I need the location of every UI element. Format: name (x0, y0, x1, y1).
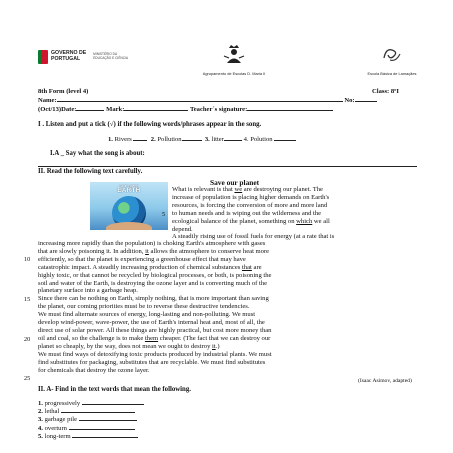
text-line: depend. (172, 225, 193, 233)
gov-line1: GOVERNO DE (51, 50, 87, 57)
section1a-instruction: I.A _ Say what the song is about: (50, 150, 145, 157)
date-field[interactable] (76, 110, 104, 111)
line-number: 10 (24, 256, 31, 263)
section3-instruction: II. A- Find in the text words that mean the following. (38, 386, 191, 393)
text-line: develop wind-power, wave-power, the use of Earth's internal heat and, most of all, the (38, 319, 265, 327)
song-options: 1. Rivers 2. Pollution 3. litter 4. Polution (108, 136, 296, 143)
line-number: 15 (24, 296, 31, 303)
underlined-word: which (296, 217, 313, 225)
text-line: soil and water of the Earth, is destroying the ozone layer and is converting much of the (38, 279, 268, 287)
answer-line[interactable] (38, 166, 417, 167)
class-label: Class: 8ºI (372, 88, 399, 95)
agrupamento-logo (186, 44, 282, 76)
text-line: the planet, our coming priorities must be to reverse these destructive tendencies. (38, 303, 250, 311)
government-logo (38, 50, 133, 64)
agrupamento-name: Agrupamento de Escolas D. Maria II (202, 71, 266, 76)
date-row (38, 106, 333, 113)
underlined-word: that (241, 263, 252, 271)
teacher-label: Teacher´s signature: (189, 106, 248, 113)
tick-box-2[interactable] (182, 140, 202, 141)
text-line: catastrophic impact. A steadily increasing production of chemical substances that are (38, 263, 262, 271)
text-line: to human needs and is wiping out the wilderness and the (172, 209, 322, 217)
text-line: highly toxic, or that cannot be recycled by biological processes, or both, is poisoning the (38, 271, 272, 279)
hand-icon (106, 222, 152, 230)
school-swirl-icon (380, 44, 404, 64)
list-item: 5. long-term (38, 433, 144, 441)
text-wrapped-block (172, 186, 418, 241)
text-line: planet so cheaply, by the way, does not mean we ought to destroy it.) (38, 342, 220, 350)
portugal-flag-icon (38, 50, 48, 64)
line-number: 5 (162, 211, 166, 218)
text-line: We must find alternate sources of energy, long-lasting and non-polluting. We must (38, 311, 256, 319)
answer-field-1[interactable] (82, 404, 144, 405)
name-row (38, 97, 377, 104)
teacher-signature-field[interactable] (247, 110, 333, 111)
earth-book-cover-image (90, 182, 168, 230)
number-field[interactable] (355, 101, 377, 102)
text-line: A steadily rising use of fossil fuels for energy (at a rate that is (172, 233, 335, 241)
text-line: oil and coal, so the challenge is to make them cheaper. (The fact that we can destroy our (38, 334, 271, 342)
underlined-word: we (234, 186, 243, 193)
text-line: find substitutes for packaging, substitutes that are recyclable. We must find substitutes (38, 358, 266, 366)
list-item: 3. garbage pile (38, 416, 144, 424)
text-line: ecological balance of the planet, something on which we all (172, 217, 330, 225)
list-item: 2. lethal (38, 408, 144, 416)
tick-box-1[interactable] (133, 140, 147, 141)
text-line: What is relevant is that we are destroying our planet. The (172, 186, 323, 193)
text-line: that are slowly poisoning it. In addition, it allows the atmosphere to conserve heat more (38, 247, 270, 255)
line-number: 20 (24, 336, 31, 343)
section1-instruction: I . Listen and put a tick (√) if the following words/phrases appear in the song. (38, 121, 262, 128)
escola-name: Escola Básica de Lamaçães (367, 71, 417, 76)
no-label: No: (344, 97, 355, 104)
text-line: for chemicals that destroy the ozone layer. (38, 366, 150, 374)
list-item: 1. progressively (38, 400, 144, 408)
mark-field[interactable] (124, 110, 188, 111)
level-label: 8th Form (level 4) (38, 88, 89, 95)
line-number: 25 (24, 375, 31, 382)
text-line: increasing more rapidly than the population) is choking Earth's atmosphere with gases (38, 240, 266, 247)
vocab-list (38, 400, 144, 441)
text-line: direct use of solar power. All these things are highly practical, but cost more money than (38, 326, 272, 334)
text-line: Since there can be nothing on Earth, simply nothing, that is more important than saving (38, 295, 269, 303)
attribution: (Isaac Asimov, adapted) (358, 378, 412, 384)
answer-field-3[interactable] (79, 420, 137, 421)
answer-field-2[interactable] (61, 412, 135, 413)
crowned-figure-icon (221, 44, 247, 64)
answer-field-5[interactable] (72, 437, 138, 438)
text-line: increase of population is placing higher demands on Earth's (172, 193, 330, 201)
text-full-block (38, 240, 418, 374)
mark-label: Mark: (106, 106, 125, 113)
section2-instruction: II. Read the following text carefully. (38, 168, 143, 175)
escola-logo (361, 44, 423, 76)
underlined-word: it (145, 247, 149, 255)
name-field[interactable] (57, 101, 343, 102)
text-line: resources, is forcing the conversion of more and more land (172, 201, 328, 209)
gov-line2: PORTUGAL (51, 56, 81, 62)
underlined-word: it (212, 342, 216, 350)
text-title: Save our planet (210, 178, 260, 187)
text-line: We must find ways of detoxifying toxic products produced by industrial plants. We must (38, 350, 272, 358)
tick-box-4[interactable] (274, 140, 296, 141)
text-line: planetary surface into a garbage heap. (38, 287, 138, 295)
underlined-word: them (144, 334, 159, 342)
answer-field-4[interactable] (69, 429, 135, 430)
header-logos (38, 44, 423, 76)
name-label: Name: (38, 97, 57, 104)
text-line: efficiently, so that the planet is experiencing a greenhouse effect that may have (38, 255, 246, 263)
date-label: (Oct/13)Date: (38, 106, 77, 113)
book-title: EARTH (117, 188, 141, 194)
gov-ministry: MINISTÉRIO DA EDUCAÇÃO E CIÊNCIA (93, 52, 129, 60)
tick-box-3[interactable] (224, 140, 242, 141)
book-subtitle: Saving planet (119, 184, 139, 188)
list-item: 4. overturn (38, 425, 144, 433)
